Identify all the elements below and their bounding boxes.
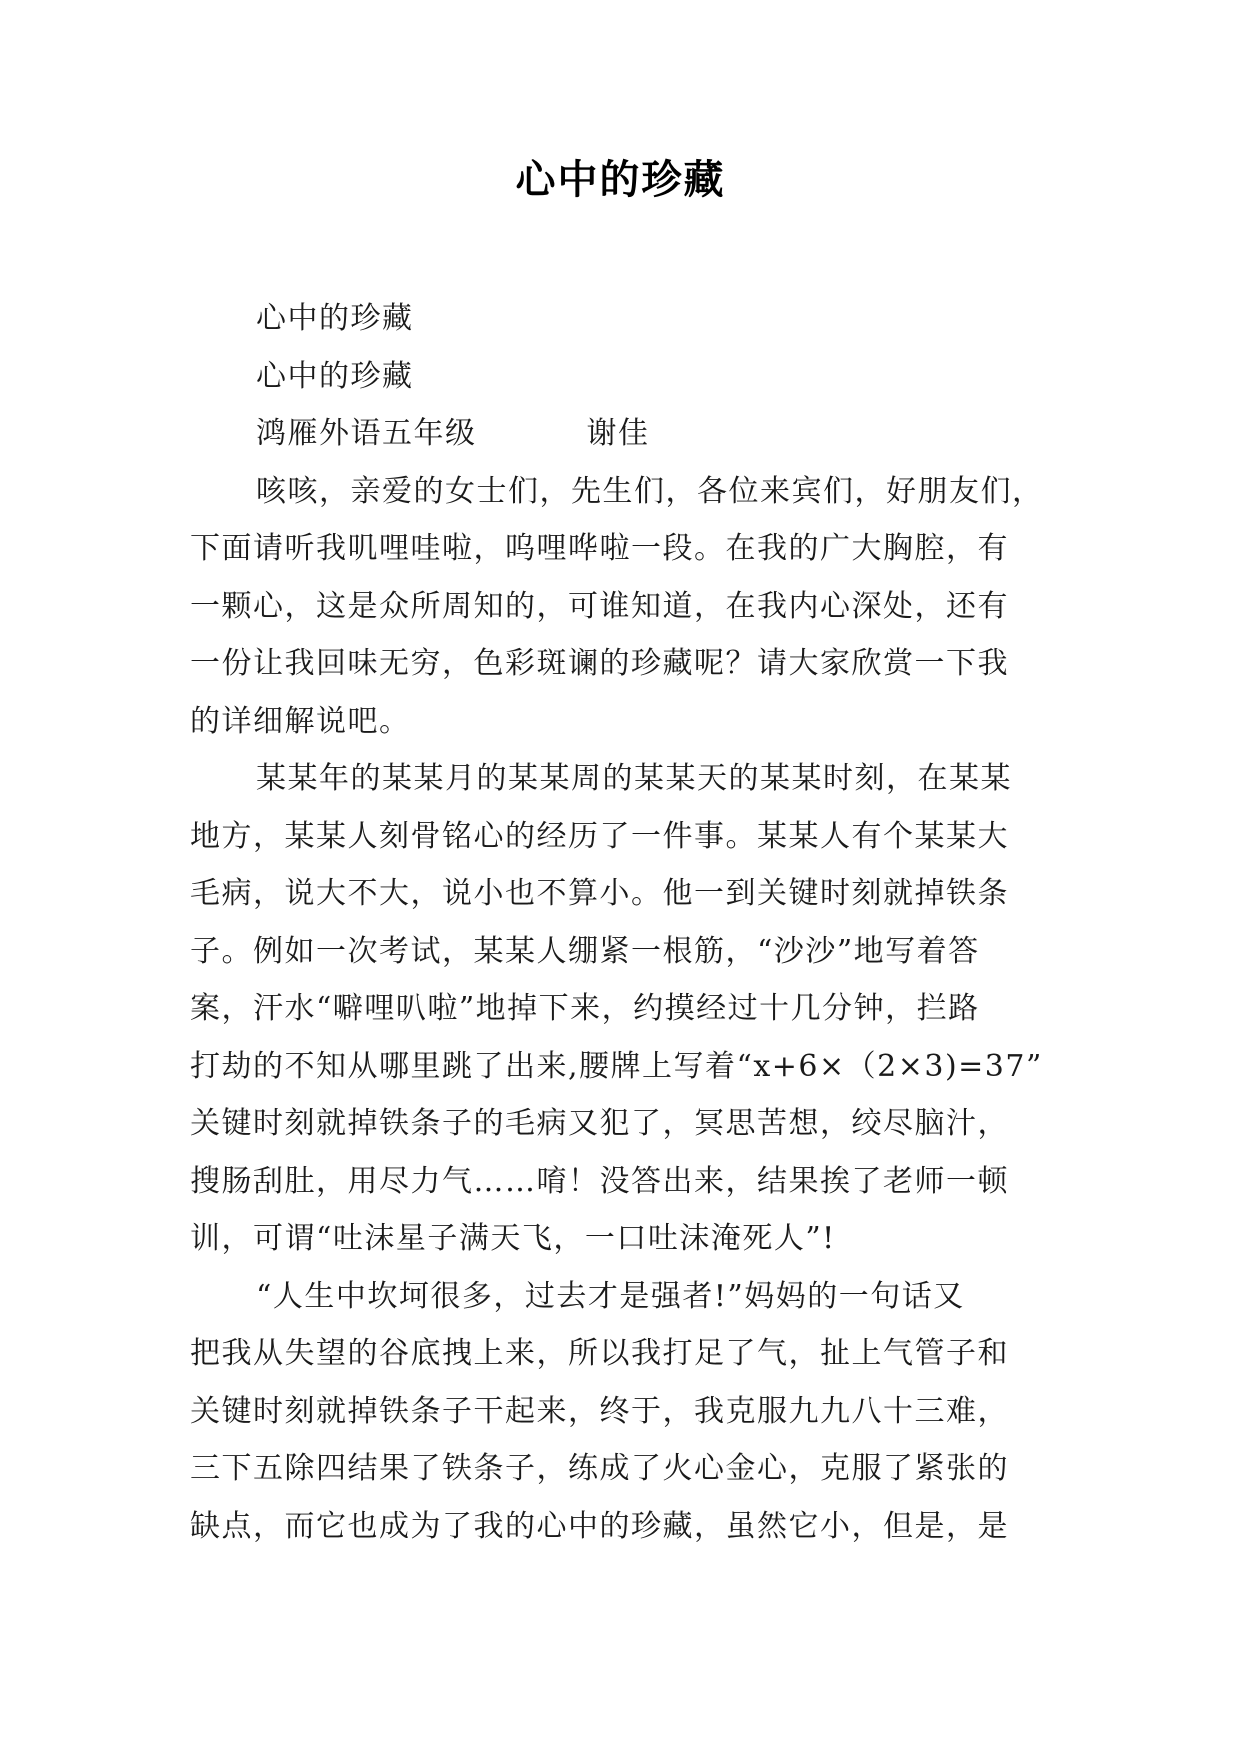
paragraph-line: 训，可谓“吐沫星子满天飞，一口吐沫淹死人”! [190, 1221, 836, 1256]
author-school: 鸿雁外语五年级 [256, 416, 477, 451]
subtitle-line: 心中的珍藏 [256, 358, 414, 394]
paragraph-line: 某某年的某某月的某某周的某某天的某某时刻，在某某 [256, 761, 1012, 796]
paragraph-line: 案，汗水“噼哩叭啦”地掉下来，约摸经过十几分钟，拦路 [190, 991, 980, 1026]
paragraph-line: 咳咳，亲爱的女士们，先生们，各位来宾们，好朋友们， [256, 473, 1044, 509]
paragraph-line: 缺点，而它也成为了我的心中的珍藏，虽然它小，但是，是 [190, 1508, 1009, 1544]
paragraph-line: 把我从失望的谷底拽上来，所以我打足了气，扯上气管子和 [190, 1336, 1009, 1371]
document-body [190, 290, 1060, 1555]
paragraph-line: 的详细解说吧。 [190, 703, 411, 739]
paragraph-line: 打劫的不知从哪里跳了出来,腰牌上写着“x+6×（2×3)=37” [190, 1048, 1043, 1084]
document-title: 心中的珍藏 [515, 157, 726, 203]
author-line [190, 405, 1060, 463]
subtitle-line: 心中的珍藏 [256, 301, 414, 336]
paragraph-line: 三下五除四结果了铁条子，练成了火心金心，克服了紧张的 [190, 1451, 1009, 1486]
paragraph-line: 一颗心，这是众所周知的，可谁知道，在我内心深处，还有 [190, 588, 1009, 624]
author-name: 谢佳 [586, 416, 650, 451]
paragraph-line: 下面请听我叽哩哇啦，呜哩哗啦一段。在我的广大胸腔，有 [190, 531, 1009, 566]
paragraph-line: 关键时刻就掉铁条子的毛病又犯了，冥思苦想，绞尽脑汁， [190, 1106, 1009, 1141]
paragraph-line: 毛病，说大不大，说小也不算小。他一到关键时刻就掉铁条 [190, 876, 1009, 911]
paragraph-line: 子。例如一次考试，某某人绷紧一根筋，“沙沙”地写着答 [190, 933, 980, 969]
paragraph-line: 搜肠刮肚，用尽力气……唷！没答出来，结果挨了老师一顿 [190, 1163, 1009, 1199]
paragraph-line: “人生中坎坷很多，过去才是强者!”妈妈的一句话又 [256, 1278, 965, 1314]
paragraph-line: 地方，某某人刻骨铭心的经历了一件事。某某人有个某某大 [190, 818, 1009, 854]
paragraph-line: 关键时刻就掉铁条子干起来，终于，我克服九九八十三难， [190, 1393, 1009, 1429]
paragraph-line: 一份让我回味无穷，色彩斑谰的珍藏呢？请大家欣赏一下我 [190, 646, 1009, 681]
